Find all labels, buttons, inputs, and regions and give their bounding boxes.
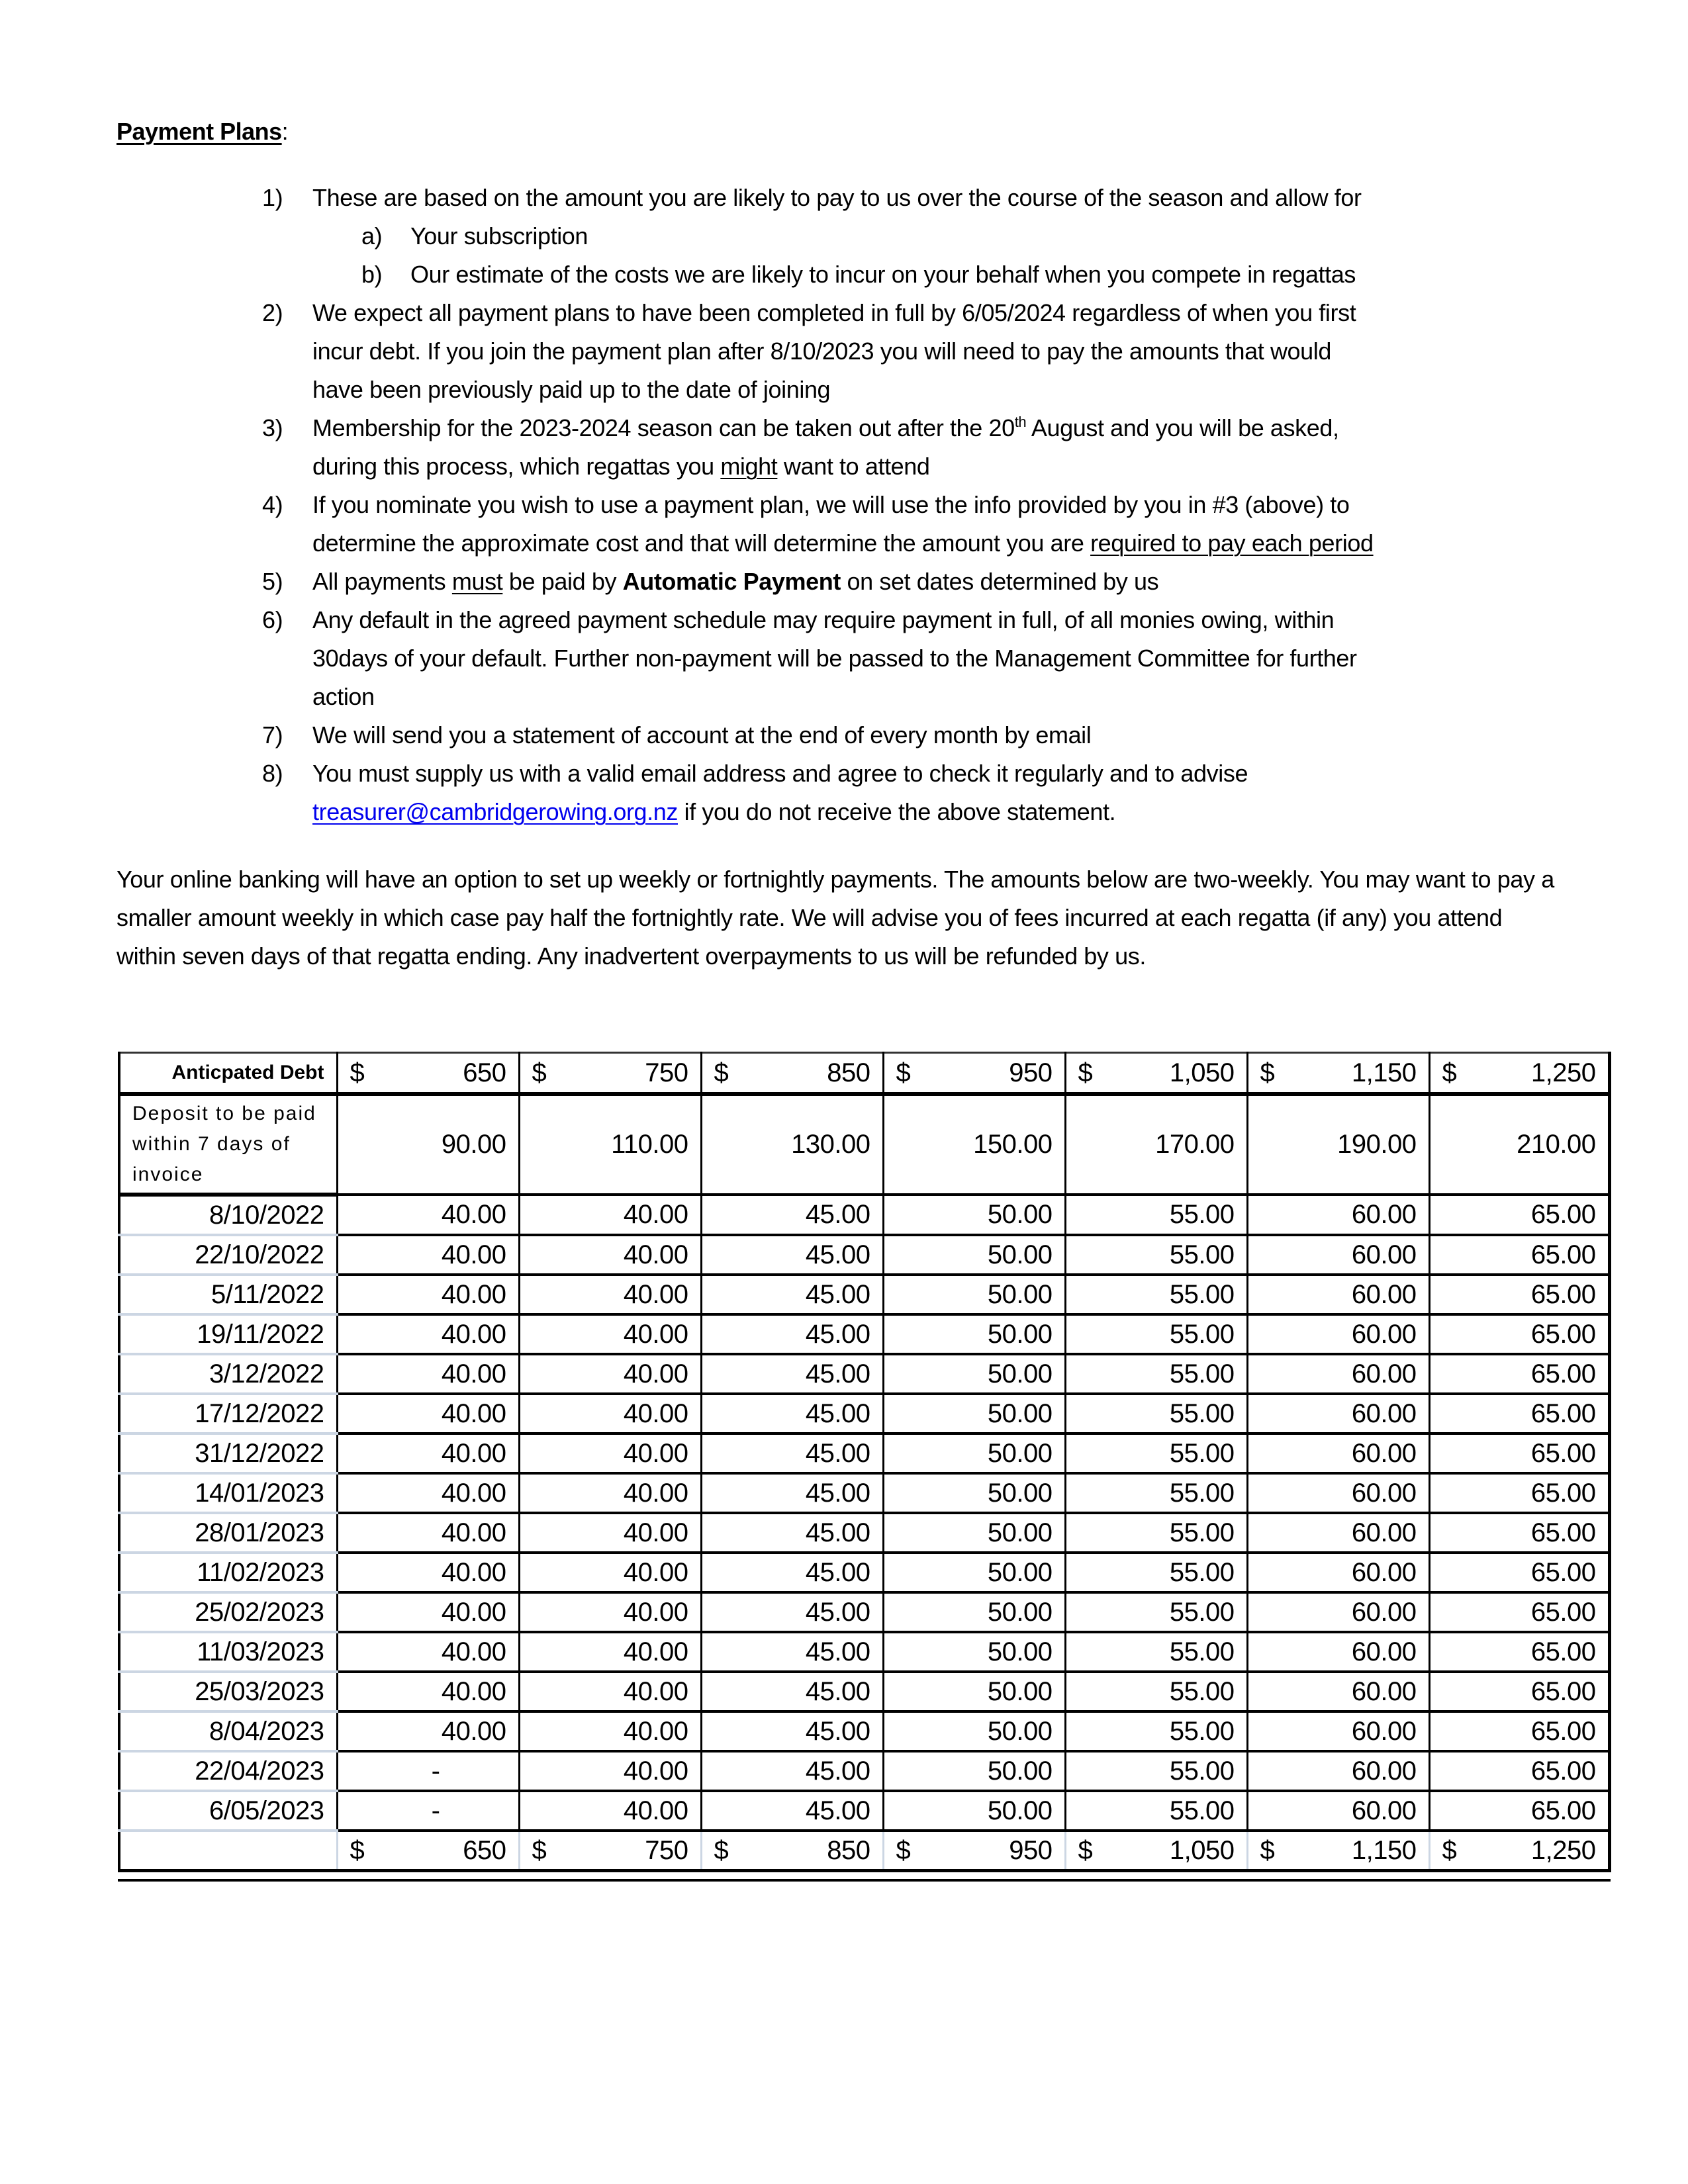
payment-amount: 50.00 [883,1791,1065,1831]
payment-amount: 55.00 [1065,1394,1247,1433]
list-number: 5) [262,568,283,595]
payment-amount: 65.00 [1429,1394,1609,1433]
table-row [119,1473,1609,1513]
amount: 1,050 [1169,1058,1235,1087]
amount: 850 [827,1835,870,1865]
payment-amount: 40.00 [519,1672,701,1711]
payment-amount: 65.00 [1429,1672,1609,1711]
rule-line: if you do not receive the above statement. [678,798,1116,825]
payment-amount: 45.00 [701,1354,883,1394]
payment-amount: 40.00 [337,1592,519,1632]
payment-amount: 60.00 [1247,1711,1429,1751]
payment-date: 8/10/2022 [119,1195,337,1235]
emphasis-automatic-payment: Automatic Payment [622,568,841,595]
rule-line: action [312,683,375,710]
rule-line: Any default in the agreed payment schedule may require payment in full, of all monies owing, within [312,606,1335,633]
rule-text: Our estimate of the costs we are likely to incur on your behalf when you compete in regattas [410,261,1356,288]
rule-line: be paid by [502,568,623,595]
rule-4 [0,486,1688,563]
rule-6 [0,601,1688,716]
rule-5 [0,563,1688,601]
totals-row [119,1831,1609,1871]
payment-amount: 50.00 [883,1672,1065,1711]
payment-amount: 65.00 [1429,1195,1609,1235]
payment-plan-table [118,1052,1611,1872]
rule-text [312,563,1497,601]
money-value [532,1836,688,1866]
rule-line: Membership for the 2023-2024 season can be taken out after the 20 [312,414,1015,441]
payment-amount: 60.00 [1247,1751,1429,1791]
payment-amount: 55.00 [1065,1195,1247,1235]
payment-amount: 65.00 [1429,1513,1609,1553]
payment-amount: 65.00 [1429,1592,1609,1632]
deposit-cell: 170.00 [1065,1094,1247,1195]
table-row [119,1394,1609,1433]
payment-amount: 55.00 [1065,1553,1247,1592]
payment-date: 6/05/2023 [119,1791,337,1831]
payment-amount: 50.00 [883,1592,1065,1632]
currency-symbol: $ [1078,1835,1093,1865]
payment-amount: 40.00 [337,1394,519,1433]
table-row [119,1672,1609,1711]
payment-amount: 55.00 [1065,1235,1247,1275]
payment-amount: 50.00 [883,1235,1065,1275]
payment-amount: 60.00 [1247,1473,1429,1513]
table-double-underline [118,1879,1611,1882]
payment-amount: 40.00 [337,1235,519,1275]
amount: 950 [1009,1835,1053,1865]
money-value [532,1058,688,1088]
payment-plan-rules [0,179,1688,831]
currency-symbol: $ [1442,1835,1457,1865]
payment-amount: 65.00 [1429,1275,1609,1314]
payment-date: 8/04/2023 [119,1711,337,1751]
anticipated-debt-cell [1065,1053,1247,1095]
money-value [1260,1058,1417,1088]
payment-amount: 60.00 [1247,1235,1429,1275]
rule-line: determine the approximate cost and that will determine the amount you are [312,529,1091,557]
payment-amount: 65.00 [1429,1711,1609,1751]
page-title [117,118,288,146]
payment-amount: 50.00 [883,1711,1065,1751]
payment-amount: 55.00 [1065,1354,1247,1394]
table-row [119,1751,1609,1791]
payment-amount: 40.00 [519,1314,701,1354]
payment-amount: 60.00 [1247,1433,1429,1473]
page-title-text: Payment Plans [117,118,282,145]
anticipated-debt-cell [337,1053,519,1095]
currency-symbol: $ [896,1835,911,1865]
table-row [119,1314,1609,1354]
payment-amount: 45.00 [701,1632,883,1672]
emphasis-must: must [451,568,503,595]
payment-amount: 65.00 [1429,1751,1609,1791]
table-row [119,1791,1609,1831]
deposit-cell: 90.00 [337,1094,519,1195]
list-number: 1) [262,184,283,211]
payment-amount: 40.00 [337,1195,519,1235]
currency-symbol: $ [350,1058,365,1087]
payment-amount: 40.00 [519,1711,701,1751]
payment-date: 14/01/2023 [119,1473,337,1513]
payment-amount: 50.00 [883,1632,1065,1672]
rule-line: 30days of your default. Further non-payment will be passed to the Management Committee for further [312,645,1357,672]
payment-amount: 40.00 [519,1553,701,1592]
rule-line: All payments [312,568,452,595]
payment-amount: 65.00 [1429,1354,1609,1394]
payment-amount: 50.00 [883,1433,1065,1473]
payment-amount: 50.00 [883,1354,1065,1394]
deposit-cell: 150.00 [883,1094,1065,1195]
table-row [119,1235,1609,1275]
anticipated-debt-cell [701,1053,883,1095]
list-number: 3) [262,414,283,441]
payment-amount: 40.00 [519,1235,701,1275]
list-number: 6) [262,606,283,633]
rule-text [312,754,1497,831]
rule-3 [0,409,1688,486]
payment-amount: 55.00 [1065,1433,1247,1473]
amount: 650 [463,1835,506,1865]
total-cell [1247,1831,1429,1871]
payment-amount: 40.00 [337,1275,519,1314]
payment-amount: 60.00 [1247,1553,1429,1592]
payment-amount: 45.00 [701,1751,883,1791]
currency-symbol: $ [714,1835,729,1865]
currency-symbol: $ [1260,1058,1275,1087]
payment-date: 11/02/2023 [119,1553,337,1592]
rule-line: want to attend [777,453,930,480]
payment-amount: 45.00 [701,1592,883,1632]
payment-amount: 40.00 [519,1632,701,1672]
payment-amount: 50.00 [883,1314,1065,1354]
rule-text [312,601,1497,716]
money-value [1260,1836,1417,1866]
money-value [1078,1058,1235,1088]
currency-symbol: $ [1442,1058,1457,1087]
list-number: 4) [262,491,283,518]
payment-date: 11/03/2023 [119,1632,337,1672]
payment-amount: 40.00 [337,1513,519,1553]
payment-date: 22/04/2023 [119,1751,337,1791]
rule-line: You must supply us with a valid email address and agree to check it regularly and to advise [312,760,1248,787]
total-cell [701,1831,883,1871]
payment-amount: 60.00 [1247,1195,1429,1235]
payment-amount: 65.00 [1429,1314,1609,1354]
amount: 1,250 [1530,1058,1596,1087]
payment-amount: 45.00 [701,1235,883,1275]
amount: 1,050 [1169,1835,1235,1865]
payment-date: 19/11/2022 [119,1314,337,1354]
table-row [119,1632,1609,1672]
payment-amount: 60.00 [1247,1314,1429,1354]
table-row [119,1195,1609,1235]
money-value [896,1058,1053,1088]
money-value [350,1836,506,1866]
rule-text [312,486,1497,563]
total-cell [1065,1831,1247,1871]
rule-line: during this process, which regattas you [312,453,721,480]
amount: 750 [645,1835,688,1865]
rule-line: have been previously paid up to the date of joining [312,376,831,403]
deposit-cell: 130.00 [701,1094,883,1195]
money-value [350,1058,506,1088]
table-row [119,1592,1609,1632]
rule-1 [0,179,1688,217]
online-banking-paragraph: Your online banking will have an option to set up weekly or fortnightly payments. The amounts below are two-weekly. You may want to pay a smaller amount weekly in which case pay half the fortnightly rate. We will advise you of fees incurred at each regatta (if any) you attend within seven days of that regatta ending. Any inadvertent overpayments to us will be refunded by us. [117,866,1554,970]
payment-amount: 50.00 [883,1195,1065,1235]
payment-date: 25/02/2023 [119,1592,337,1632]
list-letter: b) [361,261,383,288]
rule-text: Your subscription [410,222,588,250]
table-row [119,1711,1609,1751]
total-cell [519,1831,701,1871]
payment-amount: 60.00 [1247,1632,1429,1672]
amount: 850 [827,1058,870,1087]
rule-line: August and you will be asked, [1026,414,1339,441]
payment-amount: 60.00 [1247,1354,1429,1394]
deposit-label: Deposit to be paid within 7 days of invoice [119,1094,337,1195]
payment-amount: 60.00 [1247,1394,1429,1433]
payment-amount: 45.00 [701,1394,883,1433]
table-row [119,1433,1609,1473]
payment-date: 28/01/2023 [119,1513,337,1553]
rule-line: on set dates determined by us [840,568,1159,595]
title-colon: : [281,118,289,145]
deposit-row [119,1094,1609,1195]
rule-1a [0,217,1688,255]
emphasis-required-to-pay: required to pay each period [1090,529,1374,557]
payment-amount: 50.00 [883,1751,1065,1791]
payment-amount: 45.00 [701,1672,883,1711]
payment-amount: 60.00 [1247,1672,1429,1711]
payment-amount: 40.00 [337,1672,519,1711]
deposit-cell: 110.00 [519,1094,701,1195]
currency-symbol: $ [532,1058,547,1087]
amount: 650 [463,1058,506,1087]
payment-amount: 40.00 [519,1751,701,1791]
rule-text [312,409,1497,486]
currency-symbol: $ [532,1835,547,1865]
header-row [119,1053,1609,1095]
payment-amount: 45.00 [701,1791,883,1831]
payment-amount: 50.00 [883,1473,1065,1513]
payment-amount: 65.00 [1429,1791,1609,1831]
rule-line: We expect all payment plans to have been completed in full by 6/05/2024 regardless of when you first [312,299,1356,326]
payment-amount: 40.00 [337,1314,519,1354]
rule-2 [0,294,1688,409]
anticipated-debt-label: Anticpated Debt [119,1053,337,1095]
payment-amount: 65.00 [1429,1553,1609,1592]
table-row [119,1354,1609,1394]
payment-amount: 55.00 [1065,1632,1247,1672]
payment-amount: 65.00 [1429,1433,1609,1473]
money-value [1442,1058,1596,1088]
payment-amount: 55.00 [1065,1314,1247,1354]
payment-amount: - [337,1751,519,1791]
payment-amount: 60.00 [1247,1791,1429,1831]
payment-amount: 55.00 [1065,1473,1247,1513]
payment-amount: 40.00 [519,1592,701,1632]
totals-label-blank [119,1831,337,1871]
rule-7 [0,716,1688,754]
anticipated-debt-cell [883,1053,1065,1095]
payment-amount: 45.00 [701,1711,883,1751]
rule-1b [0,255,1688,294]
rule-text [312,294,1497,409]
deposit-cell: 210.00 [1429,1094,1609,1195]
money-value [1078,1836,1235,1866]
total-cell [1429,1831,1609,1871]
ordinal-suffix: th [1014,414,1027,430]
amount: 950 [1009,1058,1053,1087]
payment-date: 25/03/2023 [119,1672,337,1711]
payment-amount: 40.00 [337,1473,519,1513]
table-row [119,1553,1609,1592]
payment-amount: 60.00 [1247,1513,1429,1553]
payment-amount: 45.00 [701,1433,883,1473]
payment-amount: 40.00 [337,1433,519,1473]
currency-symbol: $ [350,1835,365,1865]
table-row [119,1275,1609,1314]
payment-amount: 55.00 [1065,1751,1247,1791]
payment-amount: 45.00 [701,1314,883,1354]
rule-line: If you nominate you wish to use a payment plan, we will use the info provided by you in #3 (above) to [312,491,1350,518]
payment-amount: 65.00 [1429,1235,1609,1275]
currency-symbol: $ [1078,1058,1093,1087]
payment-amount: 45.00 [701,1195,883,1235]
total-cell [883,1831,1065,1871]
table-row [119,1513,1609,1553]
currency-symbol: $ [896,1058,911,1087]
currency-symbol: $ [1260,1835,1275,1865]
payment-amount: 40.00 [337,1354,519,1394]
amount: 1,150 [1351,1058,1417,1087]
payment-amount: 45.00 [701,1275,883,1314]
money-value [896,1836,1053,1866]
amount: 750 [645,1058,688,1087]
payment-amount: 55.00 [1065,1791,1247,1831]
list-number: 7) [262,721,283,749]
payment-amount: 55.00 [1065,1592,1247,1632]
payment-date: 17/12/2022 [119,1394,337,1433]
payment-amount: 65.00 [1429,1632,1609,1672]
list-number: 8) [262,760,283,787]
payment-amount: 40.00 [337,1553,519,1592]
list-letter: a) [361,222,383,250]
emphasis-might: might [720,453,778,480]
payment-amount: 40.00 [519,1394,701,1433]
money-value [714,1058,870,1088]
anticipated-debt-cell [519,1053,701,1095]
payment-amount: 50.00 [883,1275,1065,1314]
amount: 1,150 [1351,1835,1417,1865]
payment-amount: 60.00 [1247,1592,1429,1632]
deposit-cell: 190.00 [1247,1094,1429,1195]
payment-amount: 40.00 [337,1711,519,1751]
currency-symbol: $ [714,1058,729,1087]
payment-amount: 40.00 [519,1791,701,1831]
payment-amount: 50.00 [883,1513,1065,1553]
payment-date: 22/10/2022 [119,1235,337,1275]
rule-text: We will send you a statement of account at the end of every month by email [312,721,1092,749]
payment-amount: 40.00 [519,1275,701,1314]
anticipated-debt-cell [1429,1053,1609,1095]
payment-amount: 45.00 [701,1553,883,1592]
list-number: 2) [262,299,283,326]
payment-amount: 50.00 [883,1394,1065,1433]
payment-amount: 45.00 [701,1473,883,1513]
payment-amount: 40.00 [519,1354,701,1394]
payment-amount: 55.00 [1065,1711,1247,1751]
payment-amount: 40.00 [519,1473,701,1513]
payment-date: 3/12/2022 [119,1354,337,1394]
anticipated-debt-cell [1247,1053,1429,1095]
rule-line: incur debt. If you join the payment plan after 8/10/2023 you will need to pay the amounts that would [312,338,1332,365]
amount: 1,250 [1530,1835,1596,1865]
payment-amount: 55.00 [1065,1275,1247,1314]
payment-amount: - [337,1791,519,1831]
payment-amount: 50.00 [883,1553,1065,1592]
payment-amount: 40.00 [519,1195,701,1235]
payment-amount: 40.00 [519,1513,701,1553]
total-cell [337,1831,519,1871]
treasurer-email-link[interactable]: treasurer@cambridgerowing.org.nz [312,798,678,825]
payment-amount: 40.00 [519,1433,701,1473]
payment-amount: 45.00 [701,1513,883,1553]
payment-amount: 55.00 [1065,1513,1247,1553]
payment-date: 31/12/2022 [119,1433,337,1473]
payment-amount: 40.00 [337,1632,519,1672]
payment-amount: 65.00 [1429,1473,1609,1513]
rule-text: These are based on the amount you are likely to pay to us over the course of the season and allow for [312,184,1362,211]
money-value [1442,1836,1596,1866]
payment-amount: 60.00 [1247,1275,1429,1314]
rule-8 [0,754,1688,831]
payment-amount: 55.00 [1065,1672,1247,1711]
payment-date: 5/11/2022 [119,1275,337,1314]
money-value [714,1836,870,1866]
